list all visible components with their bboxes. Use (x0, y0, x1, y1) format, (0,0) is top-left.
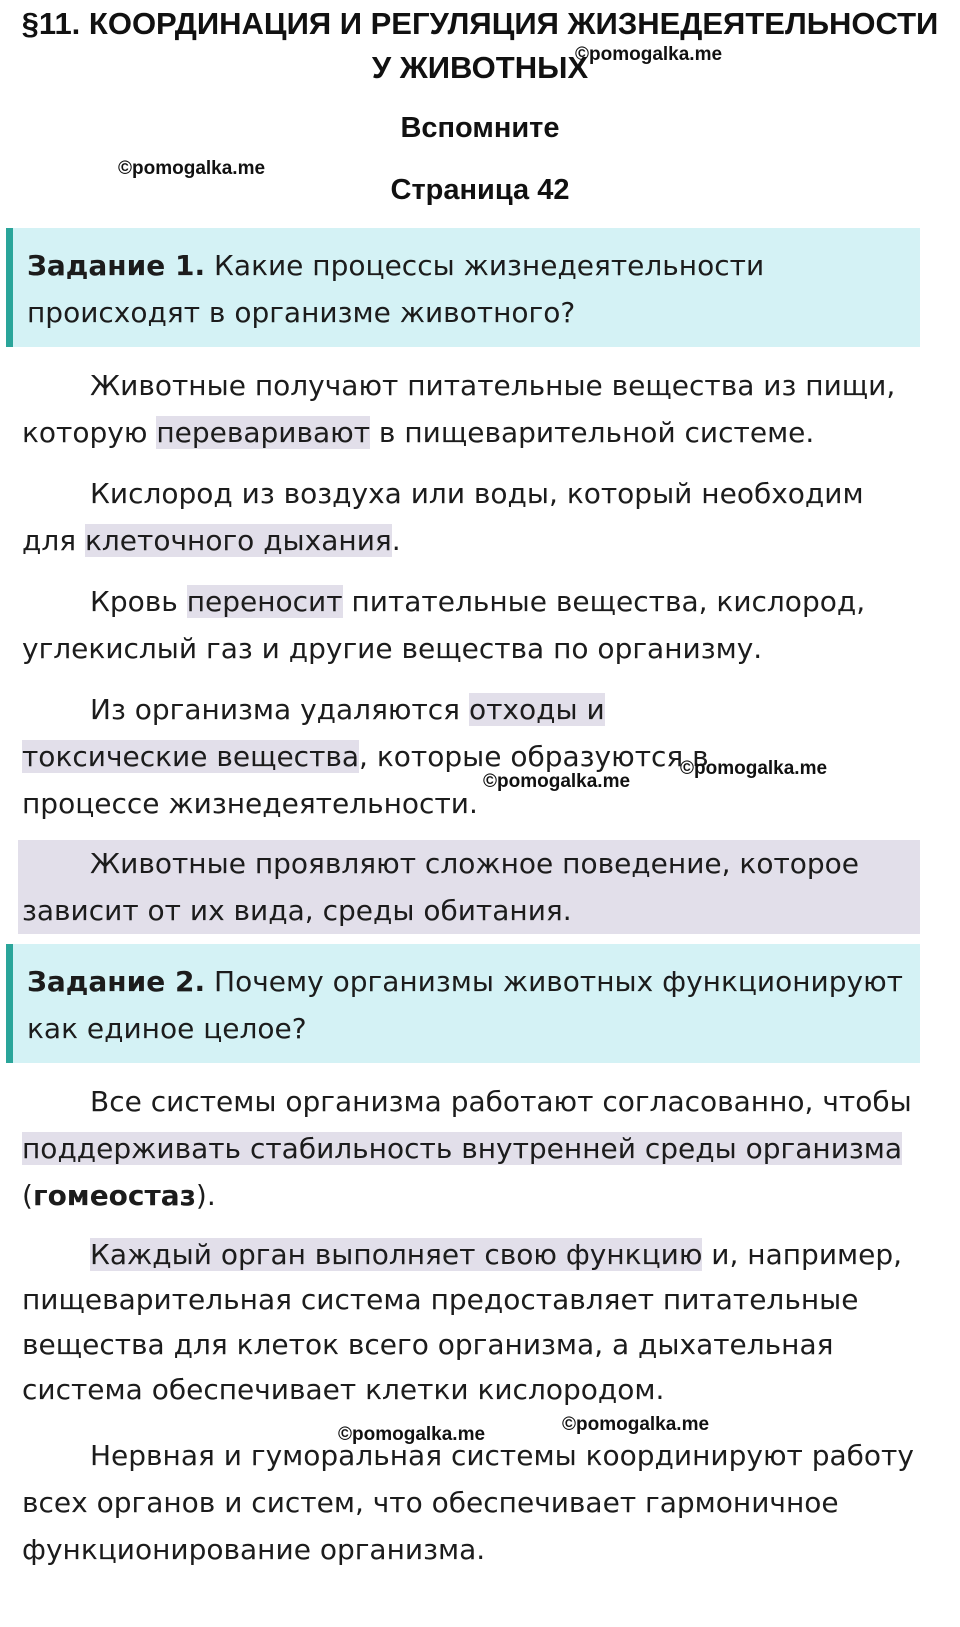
answer-2-paragraph-2: Каждый орган выполняет свою функцию и, например, пищеварительная система предоставляет питательные вещества для клеток всего организма, а дыхательная система обеспечивает клетки кислородом. (22, 1238, 903, 1406)
watermark: ©pomogalka.me (118, 158, 266, 179)
term-bold: гомеостаз (32, 1179, 196, 1212)
answer-2-paragraph-3: Нервная и гуморальная системы координируют работу всех органов и систем, что обеспечивает гармоничное функционирование организма. (22, 1439, 914, 1566)
task-1-label: Задание 1. (27, 249, 206, 282)
answer-1-paragraph-4: Из организма удаляются отходы и токсические вещества, которые образуются в процессе жизнедеятельности. (22, 693, 709, 820)
highlight: переносит (186, 585, 343, 618)
task-2-label: Задание 2. (27, 965, 206, 998)
answer-1-paragraph-3: Кровь переносит питательные вещества, кислород, углекислый газ и другие вещества по организму. (22, 585, 866, 665)
highlight: отходы и токсические вещества (22, 693, 605, 773)
watermark: ©pomogalka.me (575, 44, 723, 65)
answer-1-paragraph-1: Животные получают питательные вещества из пищи, которую переваривают в пищеварительной системе. (22, 369, 896, 449)
highlight: поддерживать стабильность внутренней среды организма (22, 1132, 903, 1165)
task-1-question: Какие процессы жизнедеятельности происходят в организме животного? (27, 249, 765, 329)
highlight: Каждый орган выполняет свою функцию (90, 1238, 703, 1271)
answer-1-paragraph-2: Кислород из воздуха или воды, который необходим для клеточного дыхания. (22, 477, 864, 557)
watermark: ©pomogalka.me (338, 1424, 486, 1445)
watermark: ©pomogalka.me (562, 1414, 710, 1435)
section-heading: Вспомните (400, 112, 560, 144)
task-1-box (6, 228, 920, 347)
title-line-2: У ЖИВОТНЫХ (371, 50, 589, 85)
title-line-1: §11. КООРДИНАЦИЯ И РЕГУЛЯЦИЯ ЖИЗНЕДЕЯТЕЛЬНОСТИ (21, 6, 939, 41)
watermark: ©pomogalka.me (680, 758, 828, 779)
watermark: ©pomogalka.me (483, 771, 631, 792)
task-2-box (6, 944, 920, 1063)
answer-1-paragraph-5: Животные проявляют сложное поведение, которое зависит от их вида, среды обитания. (22, 847, 860, 927)
answer-2-paragraph-1: Все системы организма работают согласованно, чтобы поддерживать стабильность внутренней среды организма (гомеостаз). (22, 1085, 912, 1212)
page-number: Страница 42 (390, 174, 570, 206)
task-2-question: Почему организмы животных функционируют как единое целое? (27, 965, 903, 1045)
page-title (0, 2, 960, 90)
highlight: клеточного дыхания (85, 524, 392, 557)
highlight: переваривают (156, 416, 371, 449)
